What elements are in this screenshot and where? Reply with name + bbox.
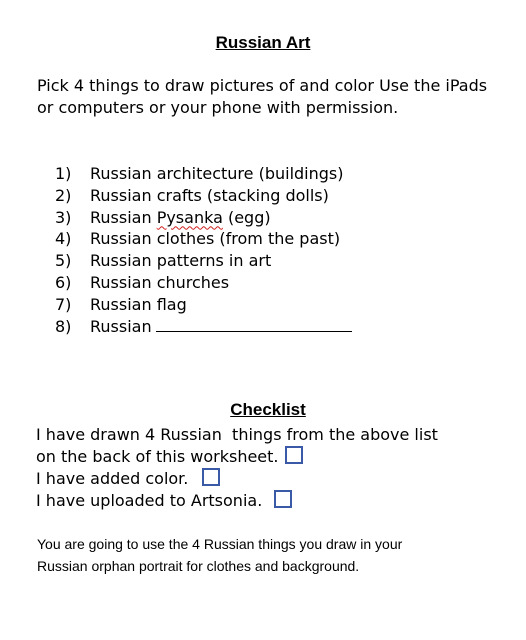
list-item-number: 6) xyxy=(55,272,72,292)
list-item-number: 7) xyxy=(55,294,72,314)
checklist-text: I have drawn 4 Russian things from the above list xyxy=(36,425,438,444)
portrait-note xyxy=(37,533,497,577)
checklist-line xyxy=(36,490,516,512)
list-item-text-prefix: Russian xyxy=(90,207,157,227)
list-item-text: Russian churches xyxy=(90,272,230,292)
list-item-number: 8) xyxy=(55,316,72,336)
list-item-text: Russian clothes (from the past) xyxy=(90,229,341,249)
note-line: Russian orphan portrait for clothes and background. xyxy=(37,558,360,574)
list-item-number: 2) xyxy=(55,185,72,205)
list-item xyxy=(55,294,352,316)
list-item xyxy=(55,228,352,250)
checklist-text: I have uploaded to Artsonia. xyxy=(36,491,263,510)
art-options-list xyxy=(55,163,352,337)
checkbox-drawn[interactable] xyxy=(285,446,303,464)
list-item xyxy=(55,316,352,338)
spellcheck-word: Pysanka xyxy=(156,207,223,227)
checklist-text: I have added color. xyxy=(36,469,189,488)
list-item-text-suffix: (egg) xyxy=(222,207,271,227)
list-item-number: 1) xyxy=(55,164,72,183)
list-item-text: Russian patterns in art xyxy=(90,251,272,271)
checklist-text: on the back of this worksheet. xyxy=(36,447,279,466)
list-item xyxy=(55,207,352,229)
list-item xyxy=(55,185,352,207)
checklist-title: Checklist xyxy=(230,400,306,419)
checklist xyxy=(36,424,516,512)
checklist-line xyxy=(36,468,516,490)
list-item-text: Russian xyxy=(90,316,152,336)
list-item-number: 4) xyxy=(55,229,72,249)
note-line: You are going to use the 4 Russian things you draw in your xyxy=(37,536,403,552)
checklist-line xyxy=(36,424,516,446)
list-item-text: Russian flag xyxy=(90,294,187,314)
list-item xyxy=(55,272,352,294)
list-item-text: Russian architecture (buildings) xyxy=(90,164,344,183)
checkbox-uploaded[interactable] xyxy=(274,490,292,508)
list-item-number: 3) xyxy=(55,207,72,227)
page-title: Russian Art xyxy=(215,33,311,52)
list-item xyxy=(55,250,352,272)
instructions-text: Pick 4 things to draw pictures of and color Use the iPads or computers or your phone with permission. xyxy=(37,76,488,117)
list-item-text: Russian crafts (stacking dolls) xyxy=(90,185,329,205)
list-item xyxy=(55,163,352,185)
list-item-number: 5) xyxy=(55,251,72,271)
checkbox-color[interactable] xyxy=(202,468,220,486)
checklist-line xyxy=(36,446,516,468)
fill-in-blank[interactable] xyxy=(156,317,352,332)
